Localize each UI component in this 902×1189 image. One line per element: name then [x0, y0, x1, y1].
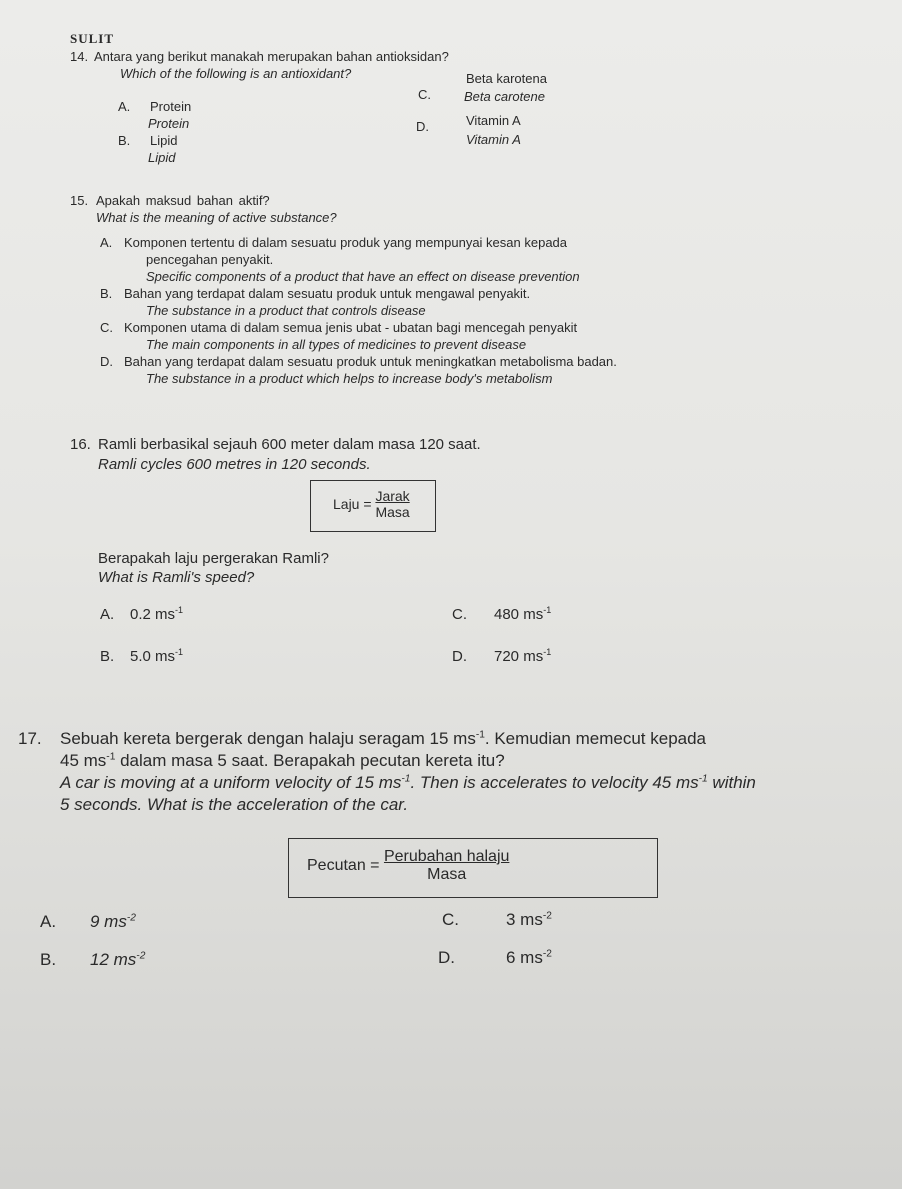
q14-option-a-en: Protein [148, 116, 190, 131]
q17-en1a: A car is moving at a uniform velocity of 15 ms [60, 773, 402, 792]
q15-option-d-letter[interactable]: D. [100, 354, 113, 369]
q16-option-b-exp: -1 [175, 647, 184, 657]
q17-exp: -1 [401, 773, 411, 785]
q17-option-b-value [90, 950, 145, 970]
q15-option-c-ms: Komponen utama di dalam semua jenis ubat - ubatan bagi mencegah penyakit [124, 320, 578, 335]
q17-ms2b: dalam masa 5 saat. Berapakah pecutan kereta itu? [115, 751, 505, 770]
q17-number: 17. [18, 729, 42, 748]
q16-option-c-unit: 480 ms [494, 606, 544, 623]
q16-formula [333, 488, 410, 520]
q16-option-a-letter: A. [100, 606, 115, 623]
q14-option-b-ms: Lipid [150, 133, 178, 148]
q17-formula-box [288, 838, 658, 898]
q14-option-a-ms: Protein [150, 99, 192, 114]
q16-formula-numerator: Jarak [375, 488, 410, 504]
q17-option-b-unit: 12 ms [90, 950, 137, 969]
q15-option-b-en: The substance in a product that controls disease [146, 303, 426, 318]
q17-option-b-exp: -2 [136, 950, 146, 962]
q14-option-c-en: Beta carotene [464, 89, 545, 104]
q17-option-a-value [90, 912, 136, 932]
q16-option-c-exp: -1 [543, 605, 552, 615]
q16-formula-box [310, 480, 436, 532]
q16-option-b-unit: 5.0 ms [130, 648, 176, 665]
q16-number: 16. [70, 436, 91, 453]
q17-en1c: within [707, 773, 756, 792]
q16-option-a-unit: 0.2 ms [130, 606, 176, 623]
q16-option-b-value [130, 648, 183, 665]
q17-formula-lhs: Pecutan = [307, 857, 380, 874]
q14-text-en: Which of the following is an antioxidant? [120, 66, 352, 81]
q16-formula-lhs: Laju = [333, 496, 372, 512]
q14-option-d-ms: Vitamin A [466, 113, 521, 128]
q17-formula-numerator: Perubahan halaju [383, 848, 510, 865]
q16-option-a-exp: -1 [175, 605, 184, 615]
q15-option-d-ms: Bahan yang terdapat dalam sesuatu produk untuk meningkatkan metabolisma badan. [124, 354, 617, 369]
q16-option-c-value [494, 606, 551, 623]
q17-option-a-unit: 9 ms [90, 912, 127, 931]
q16-formula-denominator: Masa [375, 504, 410, 520]
q14-text-ms: Antara yang berikut manakah merupakan bahan antioksidan? [94, 49, 449, 64]
q17-ms2a: 45 ms [60, 751, 107, 770]
q17-option-c-unit: 3 ms [506, 910, 543, 929]
q17-option-c[interactable] [442, 910, 552, 930]
q16-option-d[interactable] [452, 647, 552, 665]
q16-option-c-letter: C. [452, 606, 467, 623]
q17-option-c-value [506, 910, 552, 930]
q17-text-en-line1 [60, 773, 756, 793]
q15-text-ms: Apakah maksud bahan aktif? [96, 193, 270, 208]
q14-option-c-letter[interactable]: C. [418, 87, 431, 102]
q14-number: 14. [70, 49, 89, 64]
q15-option-a-en: Specific components of a product that have an effect on disease prevention [146, 269, 580, 284]
q14-option-b-en: Lipid [148, 150, 176, 165]
q17-exp: -1 [698, 773, 708, 785]
q15-option-c-en: The main components in all types of medicines to prevent disease [146, 337, 527, 352]
q17-text-ms-line1 [60, 729, 706, 749]
q16-option-c[interactable] [452, 605, 552, 623]
q17-exp: -1 [106, 751, 116, 763]
q17-ms1a: Sebuah kereta bergerak dengan halaju seragam 15 ms [60, 729, 476, 748]
q15-option-a-ms: Komponen tertentu di dalam sesuatu produk yang mempunyai kesan kepada [124, 235, 568, 250]
q17-option-a-letter: A. [40, 912, 57, 931]
q15-option-b-ms: Bahan yang terdapat dalam sesuatu produk untuk mengawal penyakit. [124, 286, 531, 301]
q17-option-b-letter: B. [40, 950, 57, 969]
q16-option-d-value [494, 648, 551, 665]
q17-option-c-letter: C. [442, 910, 459, 929]
q17-option-a[interactable] [40, 912, 136, 932]
q14-option-a-letter[interactable]: A. [118, 99, 131, 114]
q14-option-d-letter[interactable]: D. [416, 119, 429, 134]
q16-ask-en: What is Ramli's speed? [98, 569, 255, 586]
q16-option-b[interactable] [100, 647, 184, 665]
q16-option-d-letter: D. [452, 648, 467, 665]
q17-option-d-exp: -2 [542, 948, 552, 960]
q17-text-ms-line2 [60, 751, 505, 771]
q17-option-d-letter: D. [438, 948, 455, 967]
q14-option-c-ms: Beta karotena [466, 71, 547, 86]
q17-option-d[interactable] [438, 948, 552, 968]
q16-text-ms: Ramli berbasikal sejauh 600 meter dalam masa 120 saat. [98, 436, 481, 453]
q17-en1b: . Then is accelerates to velocity 45 ms [410, 773, 699, 792]
q17-option-a-exp: -2 [126, 912, 136, 924]
q16-option-a[interactable] [100, 605, 184, 623]
q17-option-c-exp: -2 [542, 910, 552, 922]
q16-option-b-letter: B. [100, 648, 115, 665]
q17-option-b[interactable] [40, 950, 146, 970]
q17-option-d-unit: 6 ms [506, 948, 543, 967]
q17-option-d-value [506, 948, 552, 968]
q14-option-d-en: Vitamin A [466, 132, 521, 147]
q15-number: 15. [70, 193, 89, 208]
q15-option-a-letter[interactable]: A. [100, 235, 113, 250]
q17-ms1b: . Kemudian memecut kepada [484, 729, 707, 748]
q15-option-d-en: The substance in a product which helps to increase body's metabolism [146, 371, 553, 386]
q16-option-a-value [130, 606, 183, 623]
q16-text-en: Ramli cycles 600 metres in 120 seconds. [98, 456, 371, 473]
q15-text-en: What is the meaning of active substance? [96, 210, 337, 225]
q17-formula [307, 848, 509, 884]
q16-option-d-exp: -1 [543, 647, 552, 657]
q15-option-a-ms2: pencegahan penyakit. [146, 252, 274, 267]
q14-option-b-letter[interactable]: B. [118, 133, 131, 148]
q15-option-c-letter[interactable]: C. [100, 320, 113, 335]
q16-option-d-unit: 720 ms [494, 648, 544, 665]
q15-option-b-letter[interactable]: B. [100, 286, 113, 301]
q17-formula-denominator: Masa [427, 866, 467, 883]
q17-exp: -1 [475, 729, 485, 741]
q17-text-en-line2: 5 seconds. What is the acceleration of the car. [60, 795, 409, 814]
header-sulit: SULIT [70, 31, 115, 46]
q16-ask-ms: Berapakah laju pergerakan Ramli? [98, 550, 329, 567]
